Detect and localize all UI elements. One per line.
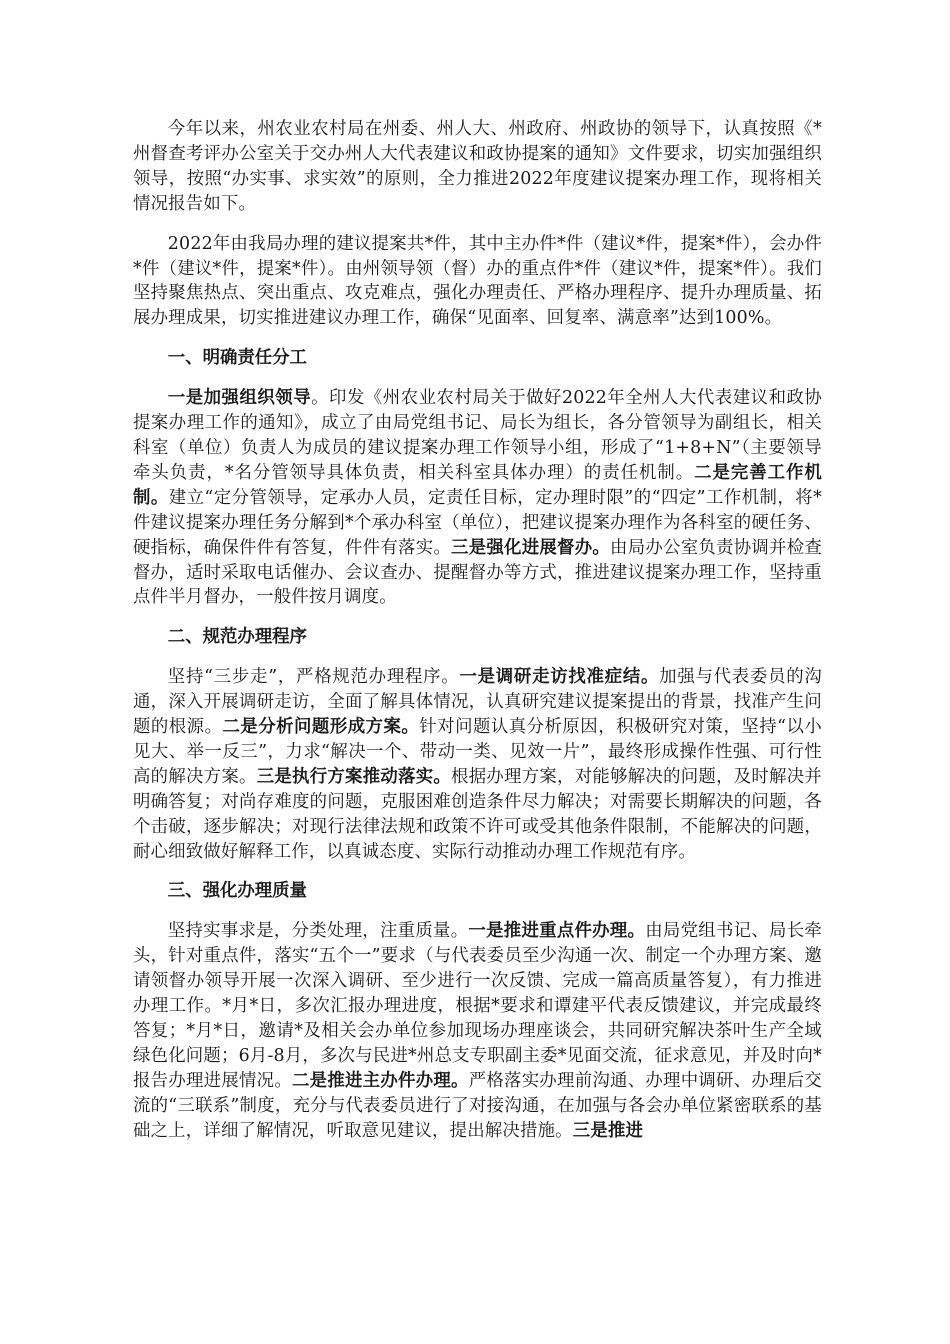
overview-paragraph: 2022年由我局办理的建议提案共*件，其中主办件*件（建议*件，提案*件），会办件*件（建议*件，提案*件）。由州领导领（督）办的重点件*件（建议*件，提案*件）。我们坚持聚焦热点、突出重点、攻克难点，强化办理责任、严格办理程序、提升办理质量、拓展办理成果，切实推进建议办理工作，确保“见面率、回复率、满意率”达到100%。 xyxy=(133,233,822,329)
section3-paragraph xyxy=(133,919,822,1143)
section3-point1-title: 一是推进重点件办理。 xyxy=(468,921,646,942)
section1-point3-text: 由局办公室负责协调并检查督办，适时采取电话催办、会议查办、提醒督办等方式，推进建议提案办理工作，坚持重点件半月督办，一般件按月调度。 xyxy=(133,537,822,608)
section1-point1-text: 。印发《州农业农村局关于做好2022年全州人大代表建议和政协提案办理工作的通知》，成立了由局党组书记、局长为组长，各分管领导为副组长，相关科室（单位）负责人为成员的建议提案办理工作领导小组，形成了“1+8+N”（主要领导牵头负责，*名分管领导具体负责，相关科室具体办理）的责任机制。 xyxy=(133,388,822,483)
section2-paragraph xyxy=(133,665,822,864)
section1-point1-title: 一是加强组织领导 xyxy=(167,388,312,409)
section3-point1-text: 由局党组书记、局长牵头，针对重点件，落实“五个一”要求（与代表委员至少沟通一次、制定一个办理方案、邀请领督办领导开展一次深入调研、至少进行一次反馈、完成一篇高质量答复），有力推进办理工作。*月*日，多次汇报办理进度，根据*要求和谭建平代表反馈建议，并完成最终答复；*月*日，邀请*及相关会办单位参加现场办理座谈会，共同研究解决茶叶生产全域绿色化问题；6月-8月，多次与民进*州总支专职副主委*见面交流，征求意见，并及时向*报告办理进展情况。 xyxy=(133,921,822,1091)
section3-point2-text: 严格落实办理前沟通、办理中调研、办理后交流的“三联系”制度，充分与代表委员进行了对接沟通，在加强与各会办单位紧密联系的基础之上，详细了解情况，听取意见建议，提出解决措施。 xyxy=(133,1070,822,1141)
section3-lead-text: 坚持实事求是，分类处理，注重质量。 xyxy=(167,921,469,942)
section1-point2-text: 建立“定分管领导，定承办人员，定责任目标，定办理时限”的“四定”工作机制，将*件建议提案办理任务分解到*个承办科室（单位），把建议提案办理作为各科室的硬任务、硬指标，确保件件有答复，件件有落实。 xyxy=(133,487,823,558)
section2-point1-text: 加强与代表委员的沟通，深入开展调研走访，全面了解具体情况，认真研究建议提案提出的背景，找准产生问题的根源。 xyxy=(133,667,823,738)
section2-lead-text: 坚持“三步走”，严格规范办理程序。 xyxy=(167,667,460,688)
section3-heading: 三、强化办理质量 xyxy=(167,881,307,902)
section1-paragraph xyxy=(133,386,822,610)
section2-point2-text: 针对问题认真分析原因，积极研究对策，坚持“以小见大、举一反三”，力求“解决一个、带动一类、见效一片”，最终形成操作性强、可行性高的解决方案。 xyxy=(133,717,822,787)
section1-heading: 一、明确责任分工 xyxy=(167,348,307,369)
section3-point2-title: 二是推进主办件办理。 xyxy=(292,1070,469,1091)
section2-point3-text: 根据办理方案，对能够解决的问题，及时解决并明确答复；对尚存难度的问题，克服困难创造条件尽力解决；对需要长期解决的问题，各个击破，逐步解决；对现行法律法规和政策不许可或受其他条件限制，不能解决的问题，耐心细致做好解释工作，以真诚态度、实际行动推动办理工作规范有序。 xyxy=(133,766,823,862)
section2-point3-title: 三是执行方案推动落实。 xyxy=(256,766,452,787)
section1-point3-title: 三是强化进展督办。 xyxy=(451,537,611,558)
section2-point2-title: 二是分析问题形成方案。 xyxy=(222,717,420,738)
intro-paragraph: 今年以来，州农业农村局在州委、州人大、州政府、州政协的领导下，认真按照《*州督查考评办公室关于交办州人大代表建议和政协提案的通知》文件要求，切实加强组织领导，按照“办实事、求实效”的原则，全力推进2022年度建议提案办理工作，现将相关情况报告如下。 xyxy=(133,119,822,214)
section3-point3-title: 三是推进 xyxy=(572,1120,644,1141)
section2-point1-title: 一是调研走访找准症结。 xyxy=(459,667,660,688)
section2-heading: 二、规范办理程序 xyxy=(167,627,307,648)
section1-point2-title: 二是完善工作机制。 xyxy=(133,462,823,508)
